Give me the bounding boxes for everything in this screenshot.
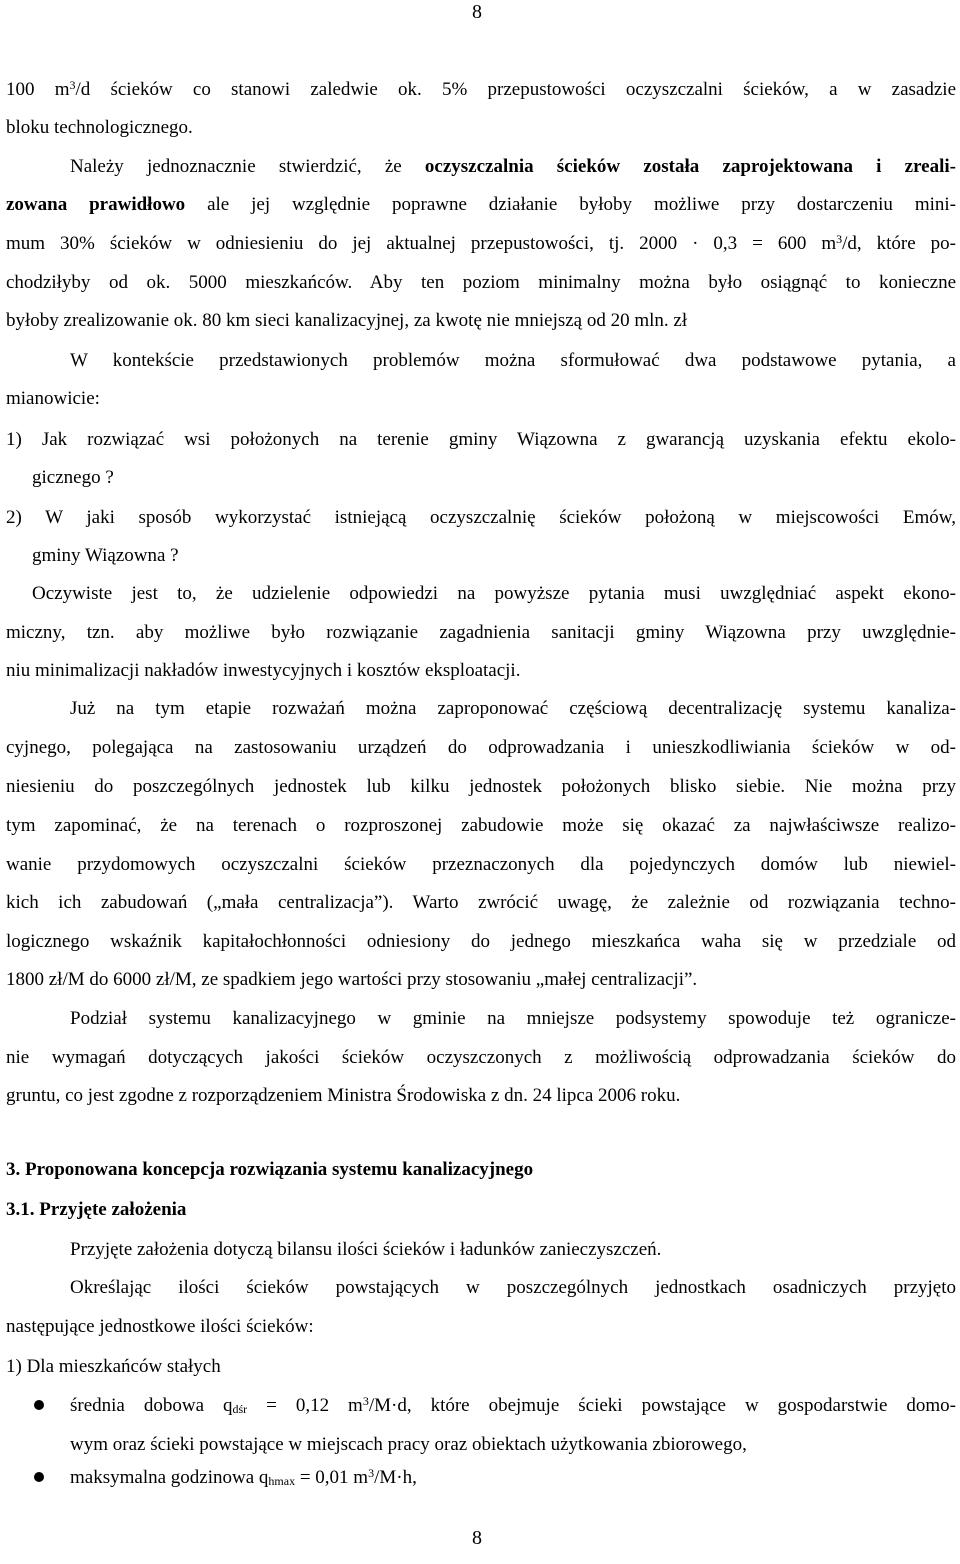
section-line: [70, 1394, 956, 1418]
body-line: [6, 968, 956, 992]
text-run: tym zapominać, że na terenach o rozproszonej zabudowie może się okazać za najwłaściwsze realizo-: [6, 815, 956, 836]
body-line: [6, 506, 956, 530]
body-line: [32, 466, 956, 490]
text-run: 3: [368, 1466, 375, 1480]
text-run: dśr: [232, 1402, 248, 1416]
text-run: chodziłyby od ok. 5000 mieszkańców. Aby ten poziom minimalny można było osiągnąć to konieczne: [6, 272, 956, 293]
text-run: 3: [69, 78, 76, 92]
body-line: [6, 387, 956, 411]
body-line: [6, 891, 956, 915]
text-run: /M·d, które obejmuje ścieki powstające w gospodarstwie domo-: [368, 1395, 956, 1416]
text-run: 3: [836, 232, 843, 246]
section-line: [70, 1433, 956, 1457]
text-run: gminy Wiązowna ?: [32, 545, 179, 566]
section-line: [70, 1276, 956, 1300]
text-run: miczny, tzn. aby możliwe było rozwiązanie zagadnienia sanitacji gminy Wiązowna przy uwzględnie-: [6, 622, 956, 643]
text-run: = 0,12 m: [247, 1395, 363, 1416]
text-run: gicznego ?: [32, 467, 114, 488]
body-line: [70, 155, 956, 179]
body-line: [6, 621, 956, 645]
text-run: mum 30% ścieków w odniesieniu do jej aktualnej przepustowości, tj. 2000 · 0,3 = 600 m: [6, 233, 837, 254]
text-run: 2) W jaki sposób wykorzystać istniejącą oczyszczalnię ścieków położoną w miejscowości Emów,: [6, 507, 956, 528]
body-line: [6, 853, 956, 877]
section-line: [70, 1466, 956, 1490]
body-line: [6, 232, 956, 256]
body-line: [6, 309, 956, 333]
section-heading: 3. Proponowana koncepcja rozwiązania systemu kanalizacyjnego: [6, 1159, 534, 1180]
body-line: [70, 1007, 956, 1031]
section-line: [6, 1315, 956, 1339]
text-run: średnia dobowa q: [70, 1395, 233, 1416]
body-line: [6, 736, 956, 760]
text-run: maksymalna godzinowa q: [70, 1467, 269, 1488]
text-run: /d, które po-: [842, 233, 956, 254]
text-run: = 0,01 m: [295, 1467, 369, 1488]
text-run: 100 m: [6, 79, 70, 100]
text-run: Podział systemu kanalizacyjnego w gminie na mniejsze podsystemy spowoduje też ogranicze-: [70, 1008, 956, 1029]
body-line: [6, 1046, 956, 1070]
text-run: bloku technologicznego.: [6, 117, 193, 138]
text-run: 1) Jak rozwiązać wsi położonych na terenie gminy Wiązowna z gwarancją uzyskania efektu ekolo-: [6, 429, 956, 450]
section-line: [70, 1238, 956, 1262]
text-run: Już na tym etapie rozważań można zaproponować częściową decentralizację systemu kanaliza-: [70, 698, 956, 719]
text-run: ale jej względnie poprawne działanie byłoby możliwe przy dostarczeniu mini-: [185, 194, 956, 215]
subsection-heading: 3.1. Przyjęte założenia: [6, 1199, 187, 1220]
text-run: gruntu, co jest zgodne z rozporządzeniem Ministra Środowiska z dn. 24 lipca 2006 roku.: [6, 1085, 681, 1106]
text-run: kich ich zabudowań („mała centralizacja”). Warto zwrócić uwagę, że zależnie od rozwiązania techno-: [6, 892, 956, 913]
text-run: wanie przydomowych oczyszczalni ścieków przeznaczonych dla pojedynczych domów lub niewiel-: [6, 854, 956, 875]
text-run: /d ścieków co stanowi zaledwie ok. 5% przepustowości oczyszczalni ścieków, a w zasadzie: [75, 79, 957, 100]
body-line: [70, 697, 956, 721]
text-run: zowana prawidłowo: [6, 194, 186, 215]
text-run: następujące jednostkowe ilości ścieków:: [6, 1316, 314, 1337]
body-line: [6, 78, 956, 102]
text-run: nie wymagań dotyczących jakości ścieków oczyszczonych z możliwością odprowadzania ścieków do: [6, 1047, 956, 1068]
body-line: [6, 116, 956, 140]
text-run: /M·h,: [374, 1467, 417, 1488]
body-line: [70, 349, 956, 373]
section-line: [6, 1355, 956, 1379]
text-run: Przyjęte założenia dotyczą bilansu ilości ścieków i ładunków zanieczyszczeń.: [70, 1239, 662, 1260]
body-line: [6, 775, 956, 799]
text-run: wym oraz ścieki powstające w miejscach pracy oraz obiektach użytkowania zbiorowego,: [70, 1434, 747, 1455]
body-line: [6, 1084, 956, 1108]
bullet-icon: [34, 1472, 44, 1482]
text-run: hmax: [268, 1474, 296, 1488]
body-line: [32, 544, 956, 568]
body-line: [6, 271, 956, 295]
text-run: byłoby zrealizowanie ok. 80 km sieci kanalizacyjnej, za kwotę nie mniejszą od 20 mln. zł: [6, 310, 688, 331]
text-run: logicznego wskaźnik kapitałochłonności odniesiony do jednego mieszkańca waha się w przedziale od: [6, 931, 956, 952]
text-run: mianowicie:: [6, 388, 100, 409]
text-run: niu minimalizacji nakładów inwestycyjnych i kosztów eksploatacji.: [6, 660, 521, 681]
page-number-bottom: 8: [472, 1527, 482, 1549]
text-run: 1) Dla mieszkańców stałych: [6, 1356, 221, 1377]
text-run: Oczywiste jest to, że udzielenie odpowiedzi na powyższe pytania musi uwzględniać aspekt ekono-: [32, 583, 956, 604]
text-run: oczyszczalnia ścieków została zaprojektowana i zreali-: [424, 156, 956, 177]
body-line: [6, 428, 956, 452]
bullet-icon: [34, 1400, 44, 1410]
text-run: Określając ilości ścieków powstających w poszczególnych jednostkach osadniczych przyjęto: [70, 1277, 956, 1298]
text-run: 3: [362, 1394, 369, 1408]
body-line: [6, 193, 956, 217]
body-line: [6, 659, 956, 683]
text-run: niesieniu do poszczególnych jednostek lub kilku jednostek położonych blisko siebie. Nie można przy: [6, 776, 956, 797]
body-line: [32, 582, 956, 606]
text-run: Należy jednoznacznie stwierdzić, że: [70, 156, 425, 177]
body-line: [6, 814, 956, 838]
text-run: cyjnego, polegająca na zastosowaniu urządzeń do odprowadzania i unieszkodliwiania ścieków w od-: [6, 737, 956, 758]
body-line: [6, 930, 956, 954]
page-number-top: 8: [472, 1, 482, 23]
text-run: 1800 zł/M do 6000 zł/M, ze spadkiem jego wartości przy stosowaniu „małej centralizacji”.: [6, 969, 698, 990]
text-run: W kontekście przedstawionych problemów można sformułować dwa podstawowe pytania, a: [70, 350, 956, 371]
